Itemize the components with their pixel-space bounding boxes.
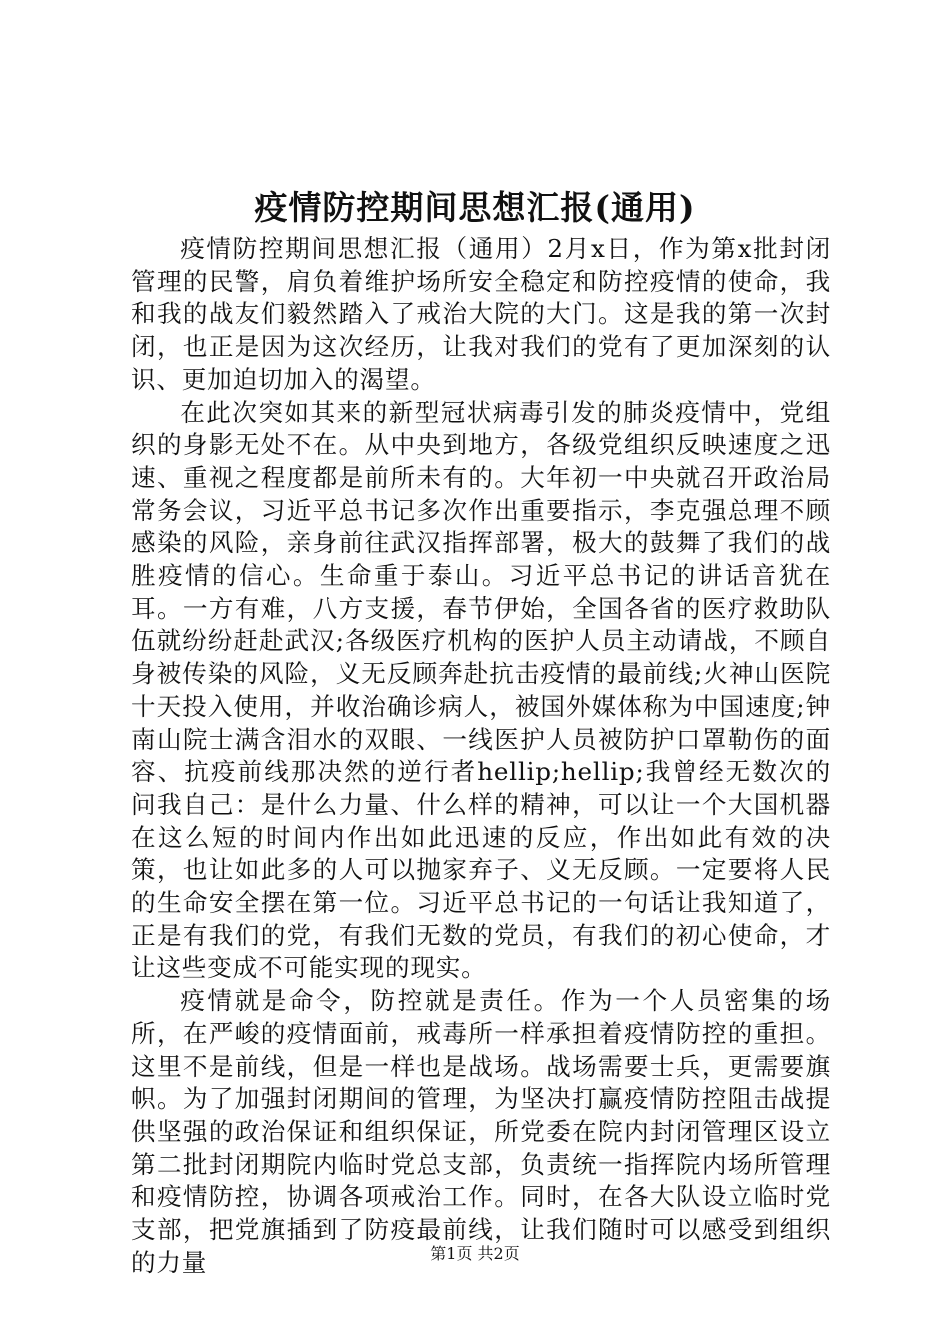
paragraph-2: 在此次突如其来的新型冠状病毒引发的肺炎疫情中，党组织的身影无处不在。从中央到地方，各级党组织反映速度之迅速、重视之程度都是前所未有的。大年初一中央就召开政治局常务会议，习近平总书记多次作出重要指示，李克强总理不顾感染的风险，亲身前往武汉指挥部署，极大的鼓舞了我们的战胜疫情的信心。生命重于泰山。习近平总书记的讲话音犹在耳。一方有难，八方支援，春节伊始，全国各省的医疗救助队伍就纷纷赶赴武汉;各级医疗机构的医护人员主动请战，不顾自身被传染的风险，义无反顾奔赴抗击疫情的最前线;火神山医院十天投入使用，并收治确诊病人，被国外媒体称为中国速度;钟南山院士满含泪水的双眼、一线医护人员被防护口罩勒伤的面容、抗疫前线那决然的逆行者hellip;hellip;我曾经无数次的问我自己：是什么力量、什么样的精神，可以让一个大国机器在这么短的时间内作出如此迅速的反应，作出如此有效的决策，也让如此多的人可以抛家弃子、义无反顾。一定要将人民的生命安全摆在第一位。习近平总书记的一句话让我知道了，正是有我们的党，有我们无数的党员，有我们的初心使命，才让这些变成不可能实现的现实。 (131, 397, 831, 983)
page-number-footer: 第1页 共2页 (430, 1244, 520, 1263)
document-title: 疫情防控期间思想汇报(通用) (254, 188, 696, 227)
paragraph-1: 疫情防控期间思想汇报（通用）2月x日，作为第x批封闭管理的民警，肩负着维护场所安全稳定和防控疫情的使命，我和我的战友们毅然踏入了戒治大院的大门。这是我的第一次封闭，也正是因为这次经历，让我对我们的党有了更加深刻的认识、更加迫切加入的渴望。 (131, 234, 831, 394)
document-body (131, 233, 831, 1280)
paragraph-3: 疫情就是命令，防控就是责任。作为一个人员密集的场所，在严峻的疫情面前，戒毒所一样承担着疫情防控的重担。这里不是前线，但是一样也是战场。战场需要士兵，更需要旗帜。为了加强封闭期间的管理，为坚决打赢疫情防控阻击战提供坚强的政治保证和组织保证，所党委在院内封闭管理区设立第二批封闭期院内临时党总支部，负责统一指挥院内场所管理和疫情防控，协调各项戒治工作。同时，在各大队设立临时党支部，把党旗插到了防疫最前线，让我们随时可以感受到组织的力量 (131, 986, 831, 1277)
